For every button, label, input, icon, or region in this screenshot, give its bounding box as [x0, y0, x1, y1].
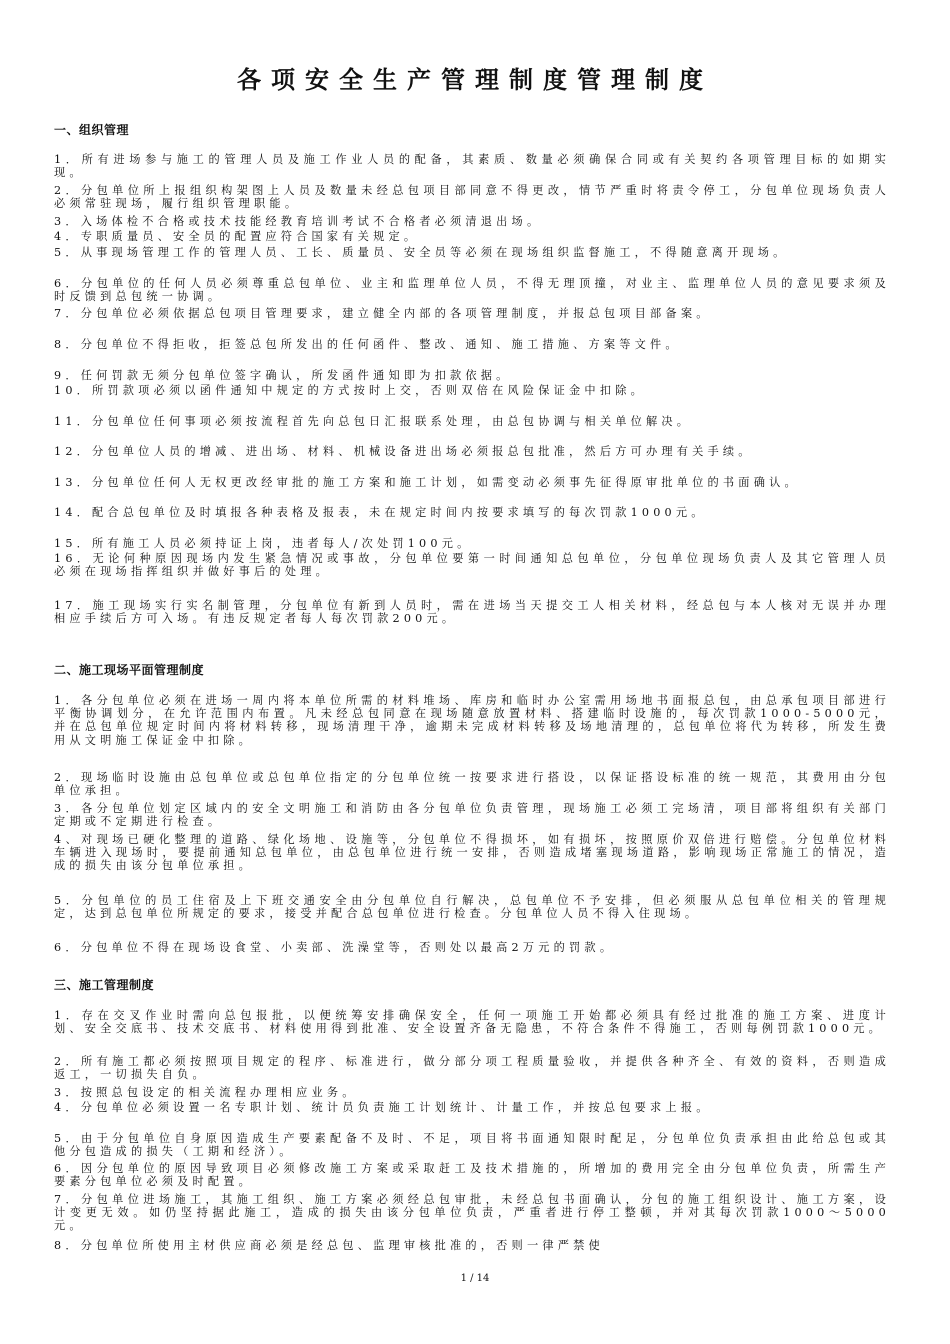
list-item: 11．分包单位任何事项必须按流程首先向总包日汇报联系处理，由总包协调与相关单位解决。	[54, 415, 693, 428]
list-item: 14．配合总包单位及时填报各种表格及报表，未在规定时间内按要求填写的每次罚款1000元。	[54, 506, 707, 519]
list-item: 6．因分包单位的原因导致项目必须修改施工方案或采取赶工及技术措施的，所增加的费用完全由分包单位负责，所需生产要素分包单位必须及时配置。	[54, 1162, 890, 1189]
list-item: 1．存在交叉作业时需向总包报批，以便统筹安排确保安全，任何一项施工开始都必须具有经过批准的施工方案、进度计划、安全交底书、技术交底书、材料使用得到批准、安全设置齐备无隐患，不符合条件不得施工，否则每例罚款1000元。	[54, 1009, 890, 1036]
page-number: 1 / 14	[460, 1273, 490, 1284]
list-item: 8．分包单位所使用主材供应商必须是经总包、监理审核批准的，否则一律严禁使	[54, 1239, 604, 1252]
list-item: 4．专职质量员、安全员的配置应符合国家有关规定。	[54, 230, 420, 243]
list-item: 7．分包单位进场施工，其施工组织、施工方案必须经总包审批，未经总包书面确认，分包的施工组织设计、施工方案，设计变更无效。如仍坚持据此施工，造成的损失由该分包单位负责，严重者进行停工整顿，并对其每次罚款1000～5000元。	[54, 1193, 890, 1233]
list-item: 5．从事现场管理工作的管理人员、工长、质量员、安全员等必须在现场组织监督施工，不得随意离开现场。	[54, 246, 789, 259]
list-item: 1．各分包单位必须在进场一周内将本单位所需的材料堆场、库房和临时办公室需用场地书面报总包，由总承包项目部进行平衡协调划分，在允许范围内布置。凡未经总包同意在现场随意放置材料、搭建临时设施的，每次罚款1000-5000元，并在总包单位规定时间内将材料转移，现场清理干净，逾期未完成材料转移及场地清理的，总包单位将代为转移，所发生费用从文明施工保证金中扣除。	[54, 694, 890, 747]
list-item: 5．分包单位的员工住宿及上下班交通安全由分包单位自行解决，总包单位不予安排，但必须服从总包单位相关的管理规定，达到总包单位所规定的要求，接受并配合总包单位进行检查。分包单位人员不得入住现场。	[54, 894, 890, 921]
list-item: 15．所有施工人员必须持证上岗，违者每人/次处罚100元。	[54, 537, 473, 550]
list-item: 12．分包单位人员的增减、进出场、材料、机械设备进出场必须报总包批准，然后方可办理有关手续。	[54, 445, 754, 458]
section-heading: 一、组织管理	[54, 123, 130, 137]
list-item: 4、对现场已硬化整理的道路、绿化场地、设施等，分包单位不得损坏，如有损坏，按照原价双倍进行赔偿。分包单位材料车辆进入现场时，要提前通知总包单位，由总包单位进行统一安排，否则造成堵塞现场道路，影响现场正常施工的情况，造成的损失由该分包单位承担。	[54, 833, 890, 873]
list-item: 1．所有进场参与施工的管理人员及施工作业人员的配备，其素质、数量必须确保合同或有关契约各项管理目标的如期实现。	[54, 153, 890, 180]
list-item: 17．施工现场实行实名制管理，分包单位有新到人员时，需在进场当天提交工人相关材料，经总包与本人核对无误并办理相应手续后方可入场。有违反规定者每人每次罚款200元。	[54, 599, 890, 626]
list-item: 3．各分包单位划定区域内的安全文明施工和消防由各分包单位负责管理，现场施工必须工完场清，项目部将组织有关部门定期或不定期进行检查。	[54, 802, 890, 829]
list-item: 5．由于分包单位自身原因造成生产要素配备不及时、不足，项目将书面通知限时配足，分包单位负责承担由此给总包或其他分包造成的损失（工期和经济）。	[54, 1132, 890, 1159]
list-item: 9．任何罚款无须分包单位签字确认，所发函件通知即为扣款依据。	[54, 369, 512, 382]
list-item: 2．所有施工都必须按照项目规定的程序、标准进行，做分部分项工程质量验收，并提供各种齐全、有效的资料，否则造成返工，一切损失自负。	[54, 1055, 890, 1082]
list-item: 13．分包单位任何人无权更改经审批的施工方案和施工计划，如需变动必须事先征得原审批单位的书面确认。	[54, 476, 800, 489]
list-item: 3．入场体检不合格或技术技能经教育培训考试不合格者必须清退出场。	[54, 215, 543, 228]
list-item: 2．现场临时设施由总包单位或总包单位指定的分包单位统一按要求进行搭设，以保证搭设标准的统一规范，其费用由分包单位承担。	[54, 771, 890, 798]
list-item: 8．分包单位不得拒收，拒签总包所发出的任何函件、整改、通知、施工措施、方案等文件。	[54, 338, 681, 351]
section-heading: 二、施工现场平面管理制度	[54, 663, 205, 677]
list-item: 6．分包单位的任何人员必须尊重总包单位、业主和监理单位人员，不得无理顶撞，对业主、监理单位人员的意见要求须及时反馈到总包统一协调。	[54, 277, 890, 304]
list-item: 16．无论何种原因现场内发生紧急情况或事故，分包单位要第一时间通知总包单位，分包单位现场负责人及其它管理人员必须在现场指挥组织并做好事后的处理。	[54, 552, 890, 579]
section-heading: 三、施工管理制度	[54, 978, 155, 992]
list-item: 6．分包单位不得在现场设食堂、小卖部、洗澡堂等，否则处以最高2万元的罚款。	[54, 941, 616, 954]
list-item: 7．分包单位必须依据总包项目管理要求，建立健全内部的各项管理制度，并报总包项目部备案。	[54, 307, 712, 320]
list-item: 2．分包单位所上报组织构架图上人员及数量未经总包项目部同意不得更改，情节严重时将责令停工，分包单位现场负责人必须常驻现场，履行组织管理职能。	[54, 184, 890, 211]
list-item: 4．分包单位必须设置一名专职计划、统计员负责施工计划统计、计量工作，并按总包要求上报。	[54, 1101, 712, 1114]
list-item: 3．按照总包设定的相关流程办理相应业务。	[54, 1086, 358, 1099]
list-item: 10．所罚款项必须以函件通知中规定的方式按时上交，否则双倍在风险保证金中扣除。	[54, 384, 646, 397]
page-title: 各项安全生产管理制度管理制度	[237, 65, 713, 94]
